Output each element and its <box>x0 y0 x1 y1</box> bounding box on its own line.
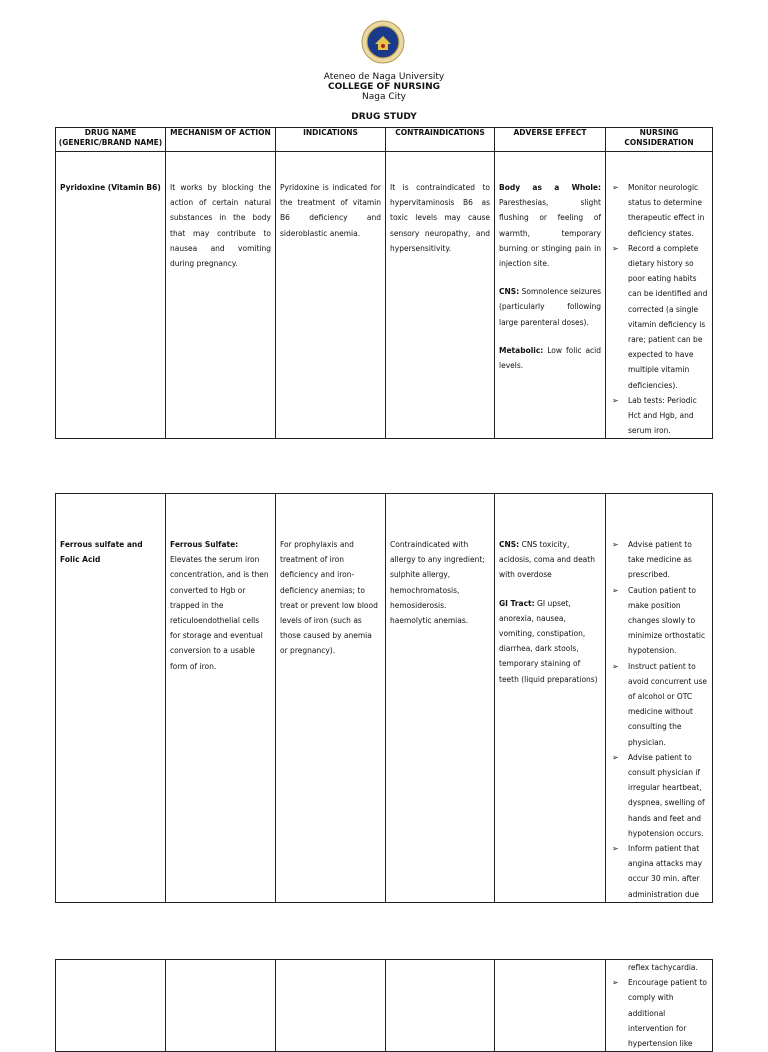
col-header-indications: INDICATIONS <box>276 128 386 152</box>
nursing-list <box>610 180 708 438</box>
adverse-effects <box>495 494 605 687</box>
table-row-continuation <box>56 960 713 1052</box>
adverse-group <box>499 343 601 373</box>
nursing-item: ➢ Advise patient to consult physician if irregular heartbeat, dyspnea, swelling of hands and feet and hypotension occurs. <box>610 750 708 841</box>
col-header-nursing-consideration: NURSING CONSIDERATION <box>606 128 713 152</box>
adverse-group <box>499 537 601 583</box>
nursing-item: ➢ Advise patient to take medicine as prescribed. <box>610 537 708 583</box>
col-header-adverse-effect: ADVERSE EFFECT <box>495 128 606 152</box>
nursing-item: ➢ Encourage patient to comply with additional intervention for hypertension like <box>610 975 708 1051</box>
col-header-mechanism: MECHANISM OF ACTION <box>166 128 276 152</box>
indications-text: Pyridoxine is indicated for the treatment of vitamin B6 deficiency and sideroblastic anemia. <box>280 183 381 238</box>
adverse-text: Low folic acid levels. <box>499 345 602 371</box>
indications-text: For prophylaxis and treatment of iron deficiency and iron-deficiency anemias; to treat or prevent low blood levels of iron (such as those caused by anemia or pregnancy). <box>280 540 378 656</box>
mechanism-text: It works by blocking the action of certain natural substances in the body that may contribute to nausea and vomiting during pregnancy. <box>170 183 271 269</box>
drug-name: Pyridoxine (Vitamin B6) <box>60 183 161 192</box>
drug-study-table-2 <box>55 493 713 903</box>
nursing-item-continued: reflex tachycardia. <box>628 963 698 972</box>
nursing-list <box>610 975 708 1051</box>
nursing-list <box>610 537 708 902</box>
nursing-item: ➢ Lab tests: Periodic Hct and Hgb, and serum iron. <box>610 393 708 439</box>
university-seal-icon <box>361 20 405 64</box>
col-header-drug-name: DRUG NAME (GENERIC/BRAND NAME) <box>56 128 166 152</box>
col-header-contraindications: CONTRAINDICATIONS <box>386 128 495 152</box>
table-row-ferrous-sulfate <box>56 494 713 903</box>
mechanism-body: Elevates the serum iron concentration, and is then converted to Hgb or trapped in the reticuloendothelial cells for storage and eventual conversion to a usable form of iron. <box>170 555 269 671</box>
table-header-row <box>56 128 713 152</box>
nursing-item: ➢ Record a complete dietary history so poor eating habits can be identified and corrected (a single vitamin deficiency is rare; patient can be expected to have multiple vitamin deficiencies). <box>610 241 708 393</box>
contraindications-text: Contraindicated with allergy to any ingredient; sulphite allergy, hemochromatosis, hemosiderosis. haemolytic anemias. <box>390 540 485 626</box>
adverse-label: Body as a Whole: <box>499 183 601 192</box>
table-row-pyridoxine <box>56 152 713 439</box>
adverse-group <box>499 284 601 330</box>
adverse-label: CNS: <box>499 540 520 549</box>
contraindications-text: It is contraindicated to hypervitaminosis B6 as toxic levels may cause sensory neuropathy, and hypersensitivity. <box>390 183 490 253</box>
adverse-text: Paresthesias, slight flushing or feeling of warmth, temporary burning or stinging pain in injection site. <box>499 198 601 269</box>
drug-study-table-3 <box>55 959 713 1052</box>
nursing-item: ➢ Caution patient to make position changes slowly to minimize orthostatic hypotension. <box>610 583 708 659</box>
university-name: Ateneo de Naga University <box>323 72 445 82</box>
college-name: COLLEGE OF NURSING <box>328 82 440 92</box>
adverse-text: GI upset, anorexia, nausea, vomiting, constipation, diarrhea, dark stools, temporary staining of teeth (liquid preparations) <box>499 598 598 684</box>
mechanism-label: Ferrous Sulfate: <box>170 540 239 549</box>
nursing-item: ➢ Instruct patient to avoid concurrent use of alcohol or OTC medicine without consulting the physician. <box>610 659 708 750</box>
adverse-text: Somnolence seizures (particularly following large parenteral doses). <box>499 287 602 327</box>
nursing-item: ➢ Inform patient that angina attacks may occur 30 min. after administration due <box>610 841 708 902</box>
drug-name: Ferrous sulfate and Folic Acid <box>60 540 143 565</box>
adverse-label: Metabolic: <box>499 345 544 355</box>
adverse-group <box>499 180 601 271</box>
adverse-text: CNS toxicity, acidosis, coma and death with overdose <box>499 540 595 580</box>
adverse-label: GI Tract: <box>499 598 535 608</box>
adverse-group <box>499 596 601 687</box>
mechanism-text <box>166 494 275 674</box>
adverse-label: CNS: <box>499 287 520 297</box>
document-title: DRUG STUDY <box>351 112 417 122</box>
drug-study-table-1 <box>55 127 713 439</box>
city-name: Naga City <box>362 92 406 102</box>
nursing-item: ➢ Monitor neurologic status to determine therapeutic effect in deficiency states. <box>610 180 708 241</box>
adverse-effects <box>495 152 605 373</box>
